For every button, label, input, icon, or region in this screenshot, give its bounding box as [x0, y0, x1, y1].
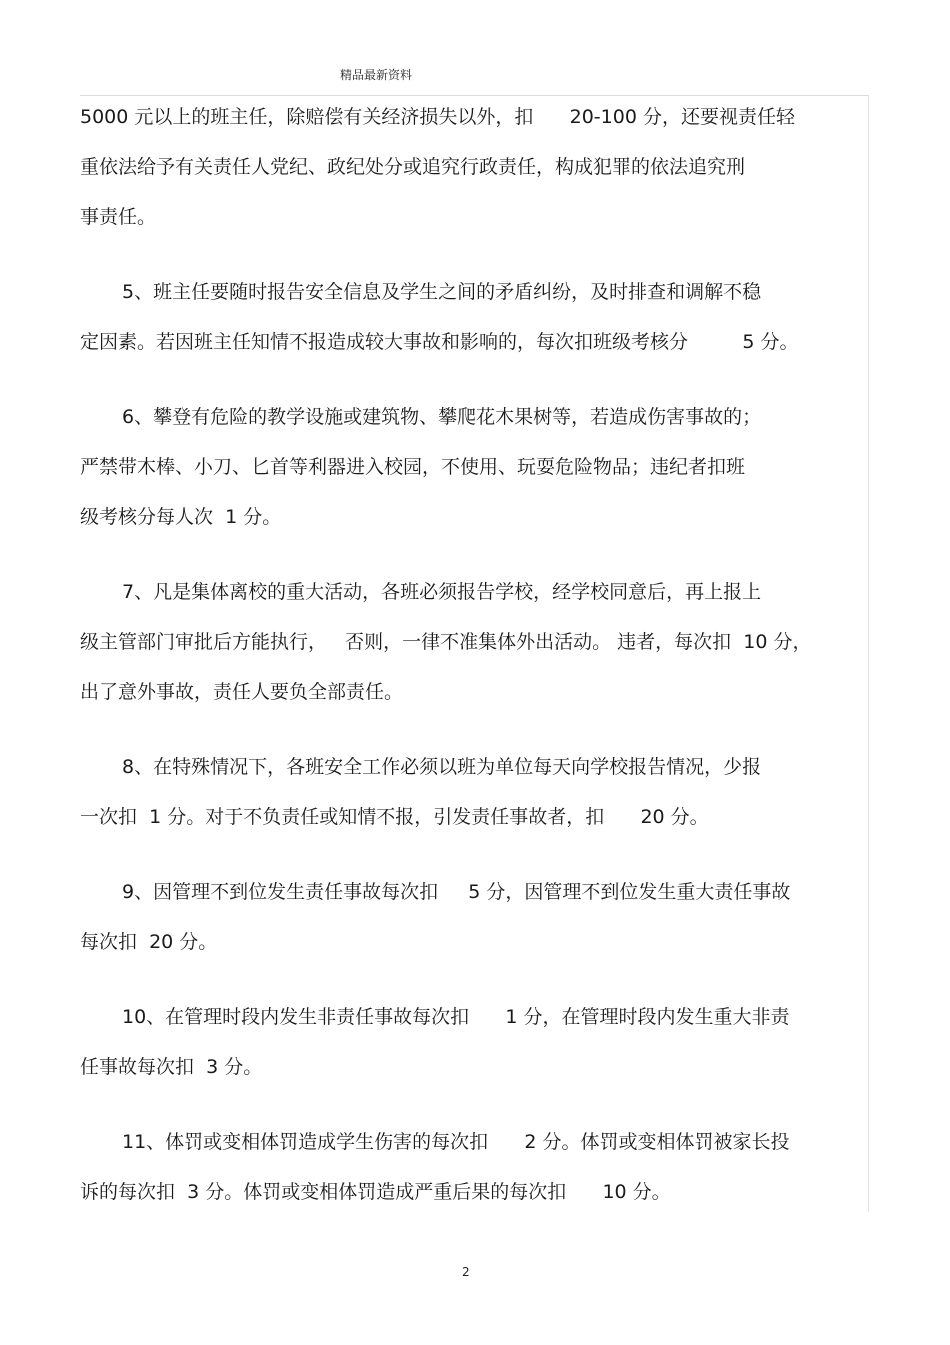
- text-line: 7、凡是集体离校的重大活动，各班必须报告学校，经学校同意后，再上报上: [122, 581, 762, 603]
- right-margin-divider: [868, 95, 869, 1212]
- text-line: 严禁带木棒、小刀、匕首等利器进入校园，不使用、玩耍危险物品；违纪者扣班: [80, 456, 746, 478]
- text-line: 9、因管理不到位发生责任事故每次扣 5 分，因管理不到位发生重大责任事故: [122, 881, 791, 903]
- text-line: 事责任。: [80, 206, 157, 228]
- text-line: 6、攀登有危险的教学设施或建筑物、攀爬花木果树等，若造成伤害事故的；: [122, 406, 762, 428]
- page-header-title: 精品最新资料: [340, 68, 413, 82]
- text-line: 重依法给予有关责任人党纪、政纪处分或追究行政责任，构成犯罪的依法追究刑: [80, 156, 746, 178]
- text-line: 一次扣 1 分。对于不负责任或知情不报，引发责任事故者，扣 20 分。: [80, 806, 709, 828]
- text-line: 5、班主任要随时报告安全信息及学生之间的矛盾纠纷，及时排查和调解不稳: [122, 281, 762, 303]
- page-number: 2: [462, 1265, 470, 1279]
- text-line: 10、在管理时段内发生非责任事故每次扣 1 分，在管理时段内发生重大非责: [122, 1006, 790, 1028]
- text-line: 任事故每次扣 3 分。: [80, 1056, 263, 1078]
- header-divider: [80, 95, 869, 96]
- text-line: 诉的每次扣 3 分。体罚或变相体罚造成严重后果的每次扣 10 分。: [80, 1181, 671, 1203]
- text-line: 11、体罚或变相体罚造成学生伤害的每次扣 2 分。体罚或变相体罚被家长投: [122, 1131, 790, 1153]
- text-line: 定因素。若因班主任知情不报造成较大事故和影响的，每次扣班级考核分 5 分。: [80, 331, 799, 353]
- text-line: 级主管部门审批后方能执行， 否则，一律不准集体外出活动。 违者，每次扣 10 分，: [80, 631, 812, 653]
- text-line: 出了意外事故，责任人要负全部责任。: [80, 681, 404, 703]
- text-line: 每次扣 20 分。: [80, 931, 218, 953]
- text-line: 5000 元以上的班主任，除赔偿有关经济损失以外，扣 20-100 分，还要视责任轻: [80, 106, 795, 128]
- text-line: 级考核分每人次 1 分。: [80, 506, 282, 528]
- text-line: 8、在特殊情况下，各班安全工作必须以班为单位每天向学校报告情况，少报: [122, 756, 762, 778]
